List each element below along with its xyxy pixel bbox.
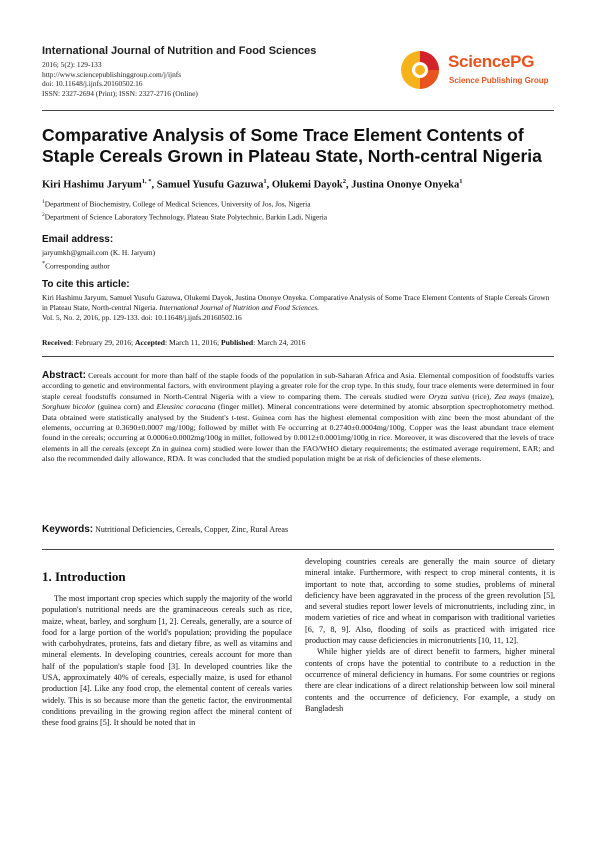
logo-subtitle: Science Publishing Group bbox=[449, 76, 549, 85]
email-line[interactable]: jaryumkh@gmail.com (K. H. Jaryum) bbox=[42, 248, 156, 257]
journal-name: International Journal of Nutrition and Food Sciences bbox=[42, 45, 317, 57]
header-divider bbox=[42, 110, 554, 111]
logo-name: SciencePG bbox=[448, 52, 535, 71]
journal-meta bbox=[42, 60, 198, 98]
left-column bbox=[42, 593, 292, 729]
affiliation: $^2$Department of Science Laboratory Technology, Plateau State Polytechnic, Barkin Ladi, Nigeria bbox=[42, 212, 328, 222]
corresponding-note: *Corresponding author bbox=[42, 261, 110, 271]
affiliation: $^1$Department of Biochemistry, College of Medical Sciences, University of Jos, Jos, Nigeria bbox=[42, 199, 311, 209]
article-title: Comparative Analysis of Some Trace Element Contents of Staple Cereals Grown in Plateau State, North-central Nigeria bbox=[42, 125, 542, 166]
sciencepg-logo-icon bbox=[398, 48, 448, 92]
cite-heading: To cite this article: bbox=[42, 279, 130, 290]
author-name: Olukemi Dayok bbox=[271, 179, 343, 191]
section-heading: 1. Introduction bbox=[42, 569, 126, 584]
keywords-divider bbox=[42, 549, 554, 550]
author-name: Samuel Yusufu Gazuwa bbox=[156, 179, 264, 191]
author-list: Kiri Hashimu Jaryum$^{1, *}$, Samuel Yusufu Gazuwa$^1$, Olukemi Dayok$^2$, Justina Ononye Onyeka$^1$ bbox=[42, 178, 463, 191]
paragraph: developing countries cereals are generally the main source of dietary mineral intake. Furthermore, with respect to crop mineral contents, it is important to note that, according to some studies, problems of mineral deficiency have been aggravated in the process of the green revolution [5], and several studies report lower levels of micronutrients, including zinc, in modern varieties of rice and wheat in comparison with traditional varieties [6, 7, 8, 9]. Also, flooding of soils as practiced with irrigated rice production may cause deficiencies in micronutrients [10, 11, 12]. bbox=[305, 557, 555, 646]
email-heading: Email address: bbox=[42, 234, 114, 245]
author-name: Kiri Hashimu Jaryum bbox=[42, 179, 142, 191]
meta-line: ISSN: 2327-2694 (Print); ISSN: 2327-2716 (Online) bbox=[42, 88, 198, 98]
meta-line: http://www.sciencepublishinggroup.com/j/ijnfs bbox=[42, 69, 182, 79]
author-name: Justina Ononye Onyeka bbox=[351, 179, 460, 191]
paragraph: The most important crop species which supply the majority of the world population's nutritional needs are the graminaceous cereals such as rice, maize, wheat, barley, and sorghum [1, 2]. Cereals, generally, are a source of food for a large portion of the world's population; providing the populace with carbohydrates, proteins, fats and dietary fibre, as well as vitamins and mineral elements. In developing countries, cereals account for more than half of the population's staple food [3]. In developed countries like the USA, approximately 40% of cereals, especially maize, is used for ethanol production [4]. Like any food crop, the elemental content of cereals varies widely. This is so because more than the genetic factor, the environmental conditions prevailing in the growing region affect the mineral content of these food grains [5]. It should be noted that in bbox=[42, 594, 292, 728]
citation-text: Kiri Hashimu Jaryum, Samuel Yusufu Gazuwa, Olukemi Dayok, Justina Ononye Onyeka. Comparative Analysis of Some Trace Element Contents of Staple Cereals Grown in Plateau State, North-central Nigeria. International Journal of Nutrition and Food Sciences. Vol. 5, No. 2, 2016, pp. 129-133. doi: 10.11648/j.ijnfs.20160502.16 bbox=[42, 293, 550, 322]
meta-line: doi: 10.11648/j.ijnfs.20160502.16 bbox=[42, 79, 143, 89]
article-dates: Received: February 29, 2016; Accepted: March 11, 2016; Published: March 24, 2016 bbox=[42, 338, 306, 347]
keywords: Keywords: Nutritional Deficiencies, Cereals, Copper, Zinc, Rural Areas bbox=[42, 524, 289, 535]
paragraph: While higher yields are of direct benefit to farmers, higher mineral contents of crops have the potential to contribute to a reduction in the occurrence of mineral deficiency in humans. For some countries or regions there are clear indications of a direct relationship between low soil mineral contents and the occurrence of deficiency. For example, a study on Bangladesh bbox=[305, 647, 555, 713]
right-column bbox=[305, 556, 555, 714]
abstract: Abstract: Cereals account for more than half of the staple foods of the population in sub-Saharan Africa and Asia. Elemental composition of foodstuffs varies according to genetic and environmental factors, with environment playing a greater role for the crop type. In this study, four trace elements were determined in four staple cereal foodstuffs consumed in North-Central Nigeria with a view to comparing them. The cereals studied were Oryza sativa (rice), Zea mays (maize), Sorghum bicolor (guinea corn) and Eleusinc coracana (finger millet). Mineral concentrations were determined by atomic absorption spectrophotometry method. Data obtained were statistically analysed by the Student's t-test. Guinea corn has the highest elemental composition with zinc been the most abundant of the elements, occurring at 0.3690±0.0007 mg/100g; followed by millet with Fe occurring at 0.2740±0.0004mg/100g. Copper was the least abundant trace element found in the cereals; occurring at 0.0006±0.0002mg/100g in millet, followed by 0.0012±0.0001mg/100g in rice. Moreover, it was discovered that the levels of trace elements in all the cereals (except Zn in guinea corn) studied were lower than the FAO/WHO dietary requirements; the estimated average requirement, EAR; and also the recommended daily allowance, RDA. It was concluded that the studied population might be at risk of deficiencies of these elements. bbox=[42, 370, 555, 464]
abstract-divider bbox=[42, 356, 554, 357]
meta-line: 2016; 5(2): 129-133 bbox=[42, 60, 102, 69]
